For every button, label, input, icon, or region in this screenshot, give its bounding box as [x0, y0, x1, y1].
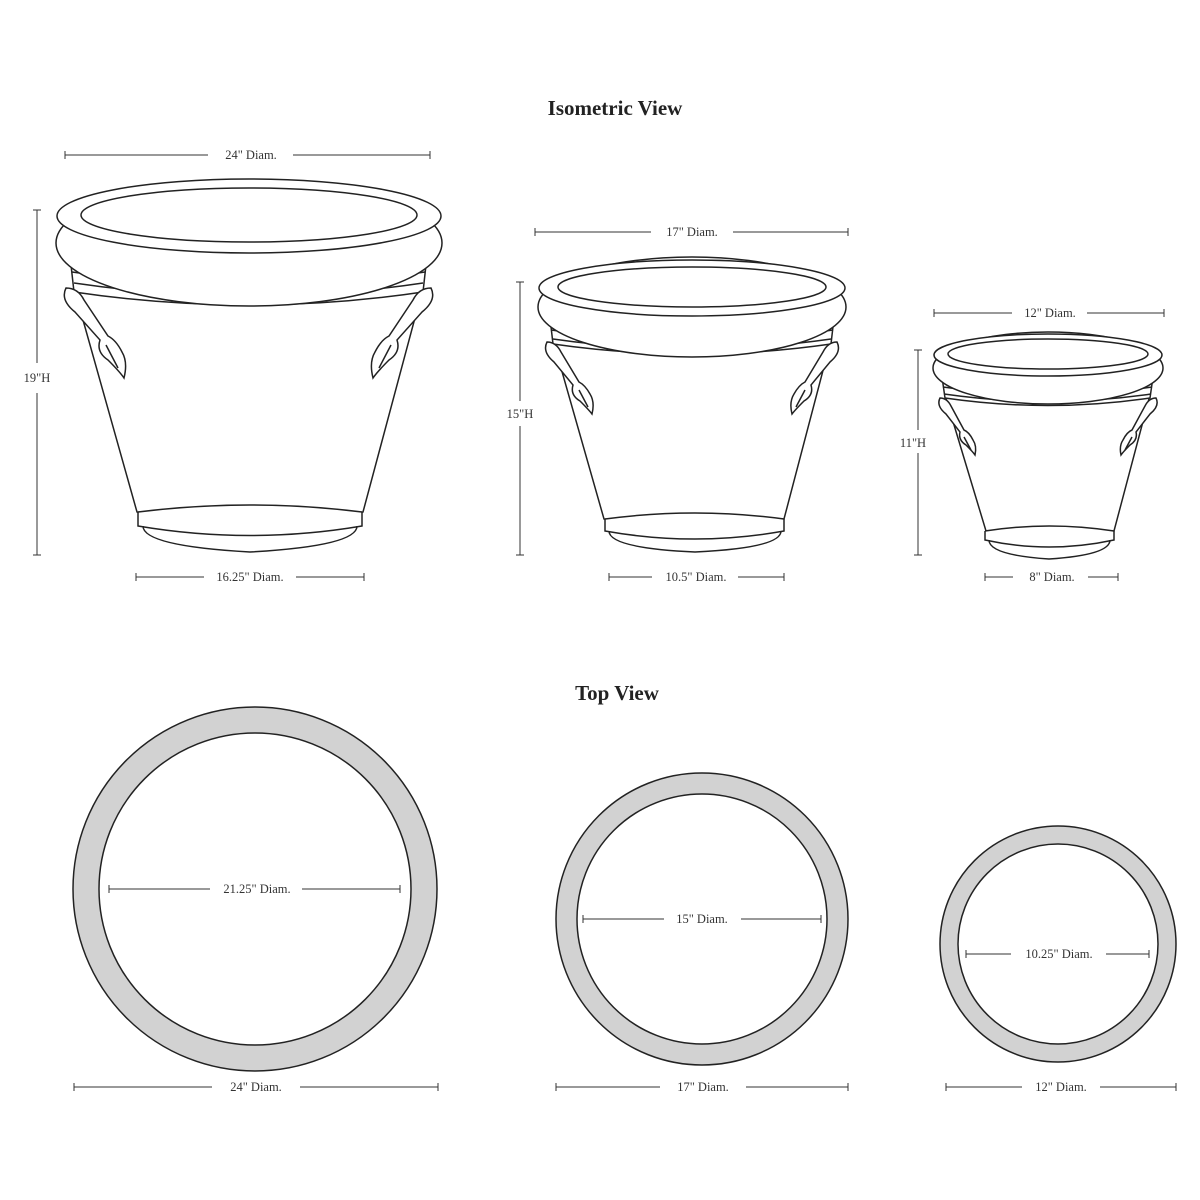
dimension-label: 16.25" Diam.	[216, 570, 284, 584]
dimension-base-diameter-medium	[609, 570, 784, 584]
top-view-planter-large	[73, 707, 438, 1094]
dimension-outer-diameter-small	[946, 1080, 1176, 1094]
dimension-label: 12" Diam.	[1035, 1080, 1087, 1094]
isometric-view-title: Isometric View	[547, 96, 683, 120]
dimension-outer-diameter-large	[74, 1080, 438, 1094]
dimension-height-small	[900, 350, 926, 555]
dimension-height-medium	[507, 282, 534, 555]
dimension-label: 17" Diam.	[677, 1080, 729, 1094]
planter-base	[138, 505, 362, 552]
dimension-label: 15"H	[506, 407, 534, 421]
dimension-top-diameter-large	[65, 148, 430, 162]
dimension-label: 17" Diam.	[666, 225, 718, 239]
dimension-top-diameter-small	[934, 306, 1164, 320]
dimension-label: 8" Diam.	[1029, 570, 1075, 584]
isometric-planter-medium	[538, 257, 846, 552]
dimension-base-diameter-large	[136, 570, 364, 584]
dimension-label: 10.25" Diam.	[1025, 947, 1093, 961]
dimension-label: 15" Diam.	[676, 912, 728, 926]
dimension-label: 11"H	[899, 436, 927, 450]
isometric-planter-large	[56, 179, 442, 552]
top-view-planter-medium	[556, 773, 848, 1094]
dimension-label: 21.25" Diam.	[223, 882, 291, 896]
dimension-height-large	[24, 210, 51, 555]
dimension-label: 24" Diam.	[230, 1080, 282, 1094]
isometric-planter-small	[933, 332, 1163, 559]
top-view-planter-small	[940, 826, 1176, 1094]
planter-rim	[538, 257, 846, 357]
inner-opening-circle	[958, 844, 1158, 1044]
dimension-top-diameter-medium	[535, 225, 848, 239]
dimension-label: 19"H	[23, 371, 51, 385]
dimension-outer-diameter-medium	[556, 1080, 848, 1094]
dimension-label: 12" Diam.	[1024, 306, 1076, 320]
planter-rim	[56, 179, 442, 306]
dimension-base-diameter-small	[985, 570, 1118, 584]
dimension-label: 10.5" Diam.	[665, 570, 727, 584]
dimension-label: 24" Diam.	[225, 148, 277, 162]
top-view-title: Top View	[575, 681, 659, 705]
planter-rim	[933, 332, 1163, 404]
